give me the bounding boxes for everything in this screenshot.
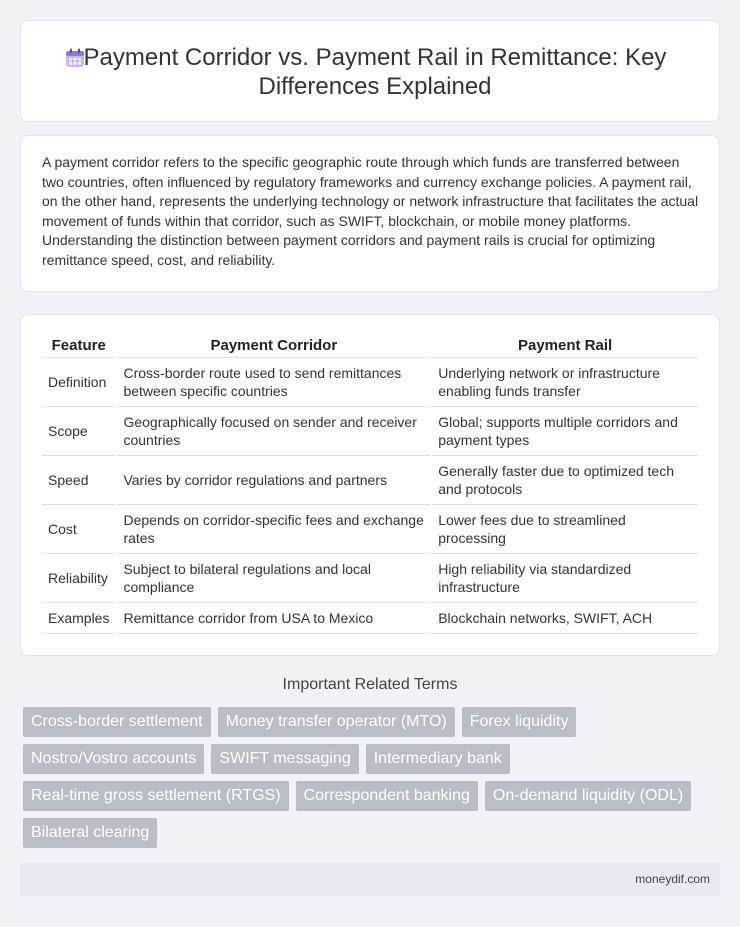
term-tag[interactable]: Bilateral clearing [23, 818, 157, 848]
row-rail: Global; supports multiple corridors and payment types [431, 406, 698, 455]
footer-site-link[interactable]: moneydif.com [635, 872, 710, 886]
row-feature: Cost [42, 504, 116, 553]
row-corridor: Cross-border route used to send remittances between specific countries [116, 357, 431, 406]
comparison-table [42, 335, 698, 634]
term-tag[interactable]: Intermediary bank [366, 744, 510, 774]
row-corridor: Subject to bilateral regulations and local compliance [116, 553, 431, 602]
related-terms-list [23, 707, 713, 848]
term-tag[interactable]: Forex liquidity [462, 707, 577, 737]
table-row [42, 357, 698, 406]
term-tag[interactable]: Nostro/Vostro accounts [23, 744, 204, 774]
comparison-card [20, 314, 720, 656]
row-rail: Lower fees due to streamlined processing [431, 504, 698, 553]
row-feature: Definition [42, 357, 116, 406]
row-rail: Underlying network or infrastructure enabling funds transfer [431, 357, 698, 406]
table-row [42, 455, 698, 504]
row-feature: Scope [42, 406, 116, 455]
term-tag[interactable]: Real-time gross settlement (RTGS) [23, 781, 289, 811]
table-row [42, 602, 698, 633]
term-tag[interactable]: Cross-border settlement [23, 707, 211, 737]
row-corridor: Remittance corridor from USA to Mexico [116, 602, 431, 633]
row-feature: Examples [42, 602, 116, 633]
header-payment-corridor: Payment Corridor [116, 335, 431, 357]
row-rail: Blockchain networks, SWIFT, ACH [431, 602, 698, 633]
term-tag[interactable]: Money transfer operator (MTO) [218, 707, 455, 737]
table-header-row [42, 335, 698, 357]
header-feature: Feature [51, 337, 106, 355]
row-corridor: Depends on corridor-specific fees and exchange rates [116, 504, 431, 553]
page-title: Payment Corridor vs. Payment Rail in Remittance: Key Differences Explained [83, 44, 667, 100]
row-corridor: Varies by corridor regulations and partners [116, 455, 431, 504]
footer [20, 863, 720, 896]
term-tag[interactable]: SWIFT messaging [211, 744, 358, 774]
term-tag[interactable]: Correspondent banking [296, 781, 478, 811]
intro-paragraph: A payment corridor refers to the specific geographic route through which funds are transferred between two countries, often influenced by regulatory frameworks and currency exchange policies. A payment rail, on the other hand, represents the underlying technology or network infrastructure that facilitates the actual movement of funds within that corridor, such as SWIFT, blockchain, or mobile money platforms. Understanding the distinction between payment corridors and payment rails is crucial for optimizing remittance speed, cost, and reliability. [42, 154, 699, 268]
term-tag[interactable]: On-demand liquidity (ODL) [485, 781, 691, 811]
row-rail: High reliability via standardized infrastructure [431, 553, 698, 602]
table-row [42, 504, 698, 553]
related-terms-heading: Important Related Terms [282, 676, 458, 693]
title-card [20, 20, 720, 122]
table-row [42, 406, 698, 455]
row-corridor: Geographically focused on sender and receiver countries [116, 406, 431, 455]
row-feature: Speed [42, 455, 116, 504]
row-feature: Reliability [42, 553, 116, 602]
intro-card [20, 135, 720, 292]
header-payment-rail: Payment Rail [431, 335, 698, 357]
row-rail: Generally faster due to optimized tech and protocols [431, 455, 698, 504]
table-row [42, 553, 698, 602]
